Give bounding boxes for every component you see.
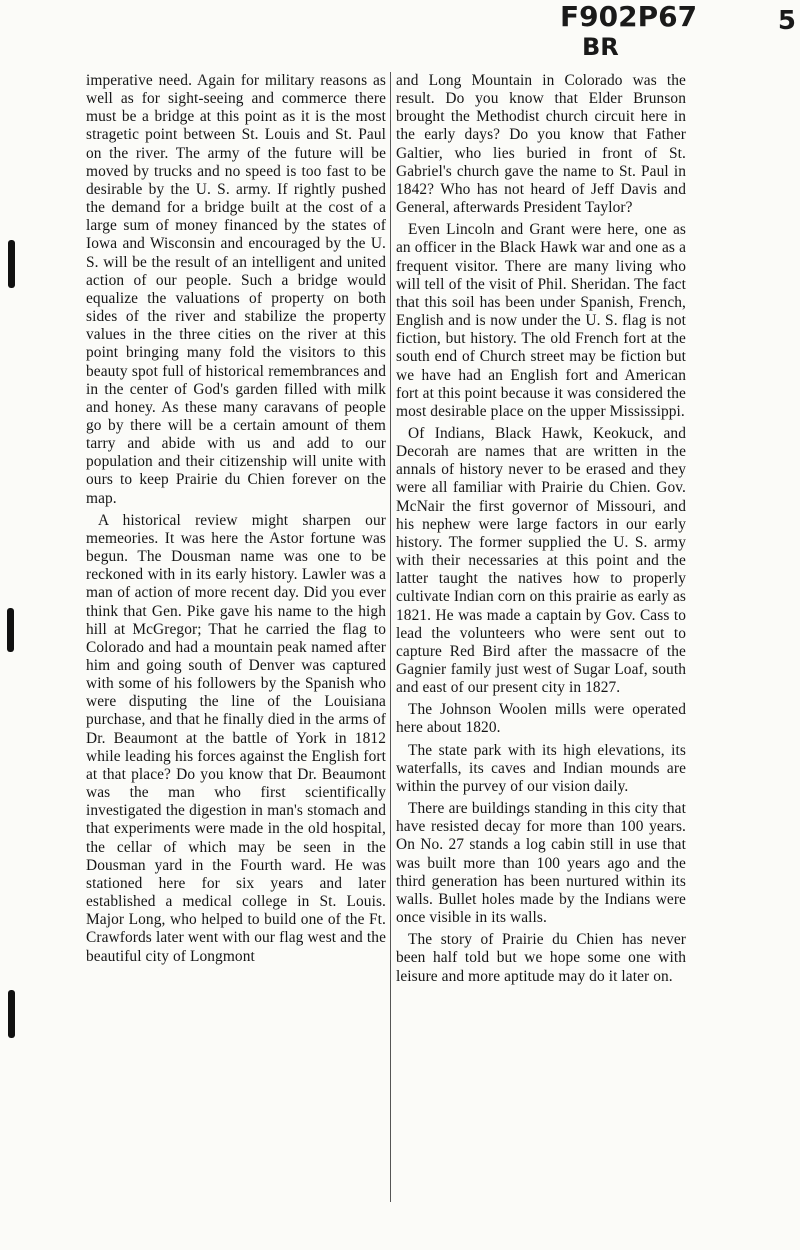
paragraph: Even Lincoln and Grant were here, one as an officer in the Black Hawk war and one as a frequent visitor. There are many living who will tell of the visit of Phil. Sheridan. The fact that this soil has been under Spanish, French, English and is now under the U. S. flag is not fiction, but history. The old French fort at the south end of Church street may be fiction but we have had an English fort and American fort at this point because it was considered the most desirable place on the upper Mississippi.	[396, 221, 686, 420]
page-number: 5	[777, 6, 796, 36]
column-divider	[390, 72, 391, 1202]
catalog-number: F902P67	[560, 0, 698, 33]
paragraph: The story of Prairie du Chien has never been half told but we hope some one with leisure and more aptitude may do it later on.	[396, 931, 686, 985]
paragraph: The Johnson Woolen mills were operated here about 1820.	[396, 701, 686, 737]
paragraph: Of Indians, Black Hawk, Keokuck, and Decorah are names that are written in the annals of history never to be erased and they were all familiar with Prairie du Chien. Gov. McNair the first governor of Missouri, and his nephew were large factors in our early history. The former supplied the U. S. army with their necessaries at this point and the latter taught the natives how to properly cultivate Indian corn on this prairie as early as 1821. He was made a captain by Gov. Cass to lead the volunteers who were sent out to capture Red Bird after the massacre of the Gagnier family just west of Sugar Loaf, south and east of our present city in 1827.	[396, 424, 686, 697]
paragraph: There are buildings standing in this city that have resisted decay for more than 100 years. On No. 27 stands a log cabin still in use that was built more than 100 years ago and the third generation has been nurtured within its walls. Bullet holes made by the Indians were once visible in its walls.	[396, 800, 686, 927]
handwritten-catalog-annotation	[560, 2, 697, 62]
paragraph: A historical review might sharpen our memeories. It was here the Astor fortune was begun. The Dousman name was one to be reckoned with in its early history. Lawler was a man of action of more recent day. Did you ever think that Gen. Pike gave his name to the high hill at McGregor; That he carried the flag to Colorado and had a mountain peak named after him and going south of Denver was captured with some of his followers by the Spanish who were disputing the line of the Louisiana purchase, and that he finally died in the arms of Dr. Beaumont at the battle of York in 1812 while leading his forces against the English fort at that place? Do you know that Dr. Beaumont was the man who first scientifically investigated the digestion in man's stomach and that experiments were made in the old hospital, the cellar of which may be seen in the Dousman yard in the Fourth ward. He was stationed here for six years and later established a medical college in St. Louis. Major Long, who helped to build one of the Ft. Crawfords later went with our flag west and the beautiful city of Longmont	[86, 511, 386, 965]
binding-hole-mark	[7, 608, 14, 652]
handwritten-initials: BR	[582, 33, 619, 61]
paragraph: The state park with its high elevations, its waterfalls, its caves and Indian mounds are within the purvey of our vision daily.	[396, 741, 686, 795]
binding-hole-mark	[8, 240, 15, 288]
left-text-column	[86, 72, 386, 970]
binding-hole-mark	[8, 990, 15, 1038]
paragraph: imperative need. Again for military reasons as well as for sight-seeing and commerce there must be a bridge at this point as it is the most stragetic point between St. Louis and St. Paul on the river. The army of the future will be moved by trucks and no speed is too fast to be desirable by the U. S. army. If rightly pushed the demand for a bridge built at the cost of a large sum of money financed by the states of Iowa and Wisconsin and encouraged by the U. S. will be the result of an intelligent and united action of our people. Such a bridge would equalize the valuations of property on both sides of the river and stabilize the property values in the three cities on the river at this point bringing many fold the visitors to this beauty spot full of historical remembrances and in the center of God's garden filled with milk and honey. As these many caravans of people go by there will be a certain amount of them tarry and abide with us and add to our population and their citizenship will unite with ours to keep Prairie du Chien forever on the map.	[86, 72, 386, 507]
right-text-column	[396, 72, 686, 990]
paragraph: and Long Mountain in Colorado was the result. Do you know that Elder Brunson brought the Methodist church circuit here in the early days? Do you know that Father Galtier, who lies buried in front of St. Gabriel's church gave the name to St. Paul in 1842? Who has not heard of Jeff Davis and General, afterwards President Taylor?	[396, 72, 686, 217]
